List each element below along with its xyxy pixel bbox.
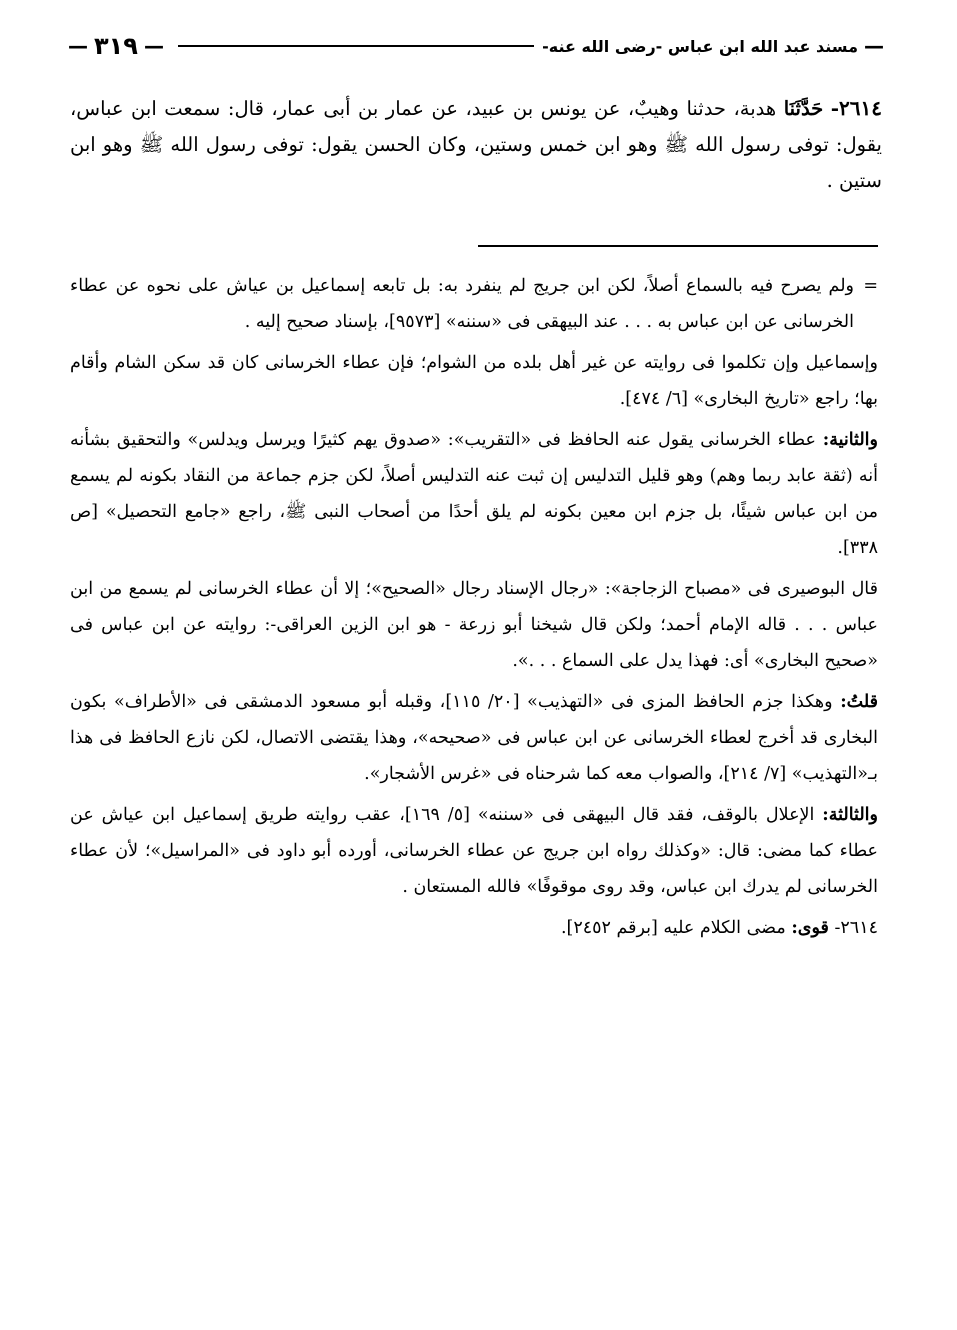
- footnote-text: ولم يصرح فيه بالسماع أصلاً، لكن ابن جريج لم ينفرد به: بل تابعه إسماعيل بن عياش على نحوه عن عطاء الخرسانى عن ابن عباس به . . . عند البيهقى فى «سننه» [٩٥٧٣]، بإسناد صحيح إليه .: [70, 276, 854, 332]
- footnote-separator: [478, 245, 878, 247]
- grading-note: [70, 910, 878, 946]
- header-dash-left: —: [68, 34, 88, 58]
- footnote-text: عطاء الخرسانى يقول عنه الحافظ فى «التقريب»: «صدوق يهم كثيرًا ويرسل ويدلس» والتحقيق بشأنه أنه (ثقة عابد ربما وهم) وهو قليل التدليس إن ثبت عنه التدليس أصلاً، لكن جزم جماعة من النقاد بكونه لم يسمع من ابن عباس شيئًا، بل جزم ابن معين بكونه لم يلق أحدًا من أصحاب النبى ﷺ، راجع «جامع التحصيل» [ص ٣٣٨].: [70, 430, 878, 558]
- header-dash-middle: —: [143, 34, 164, 58]
- footnote-lead: والثانية:: [822, 430, 878, 450]
- hadith-number: ٢٦١٤-: [830, 96, 883, 120]
- footnote-text: وإسماعيل وإن تكلموا فى روايته عن غير أهل بلده من الشوام؛ فإن عطاء الخرسانى كان قد سكن الشام وأقام بها؛ راجع «تاريخ البخارى» [٦/ ٤٧٤].: [70, 353, 878, 409]
- footnote-paragraph: [70, 422, 878, 566]
- footnotes: [70, 268, 878, 951]
- footnote-paragraph: [70, 684, 878, 792]
- running-title: مسند عبد الله ابن عباس -رضى الله عنه-: [542, 36, 858, 56]
- footnote-lead: قلتُ:: [840, 692, 878, 712]
- footnote-paragraph: [70, 268, 878, 340]
- footnote-paragraph: [70, 797, 878, 905]
- footnote-paragraph: [70, 571, 878, 679]
- hadith-opening: حَدَّثَنَا: [783, 97, 824, 120]
- footnote-paragraph: [70, 345, 878, 417]
- footnote-text: الإعلال بالوقف، فقد قال البيهقى فى «سننه» [٥/ ١٦٩]، عقب روايته طريق إسماعيل ابن عياش عن عطاء كما مضى: قال: «وكذلك رواه ابن جريج عن عطاء الخرسانى، أورده أبو داود فى «المراسيل»؛ لأن عطاء الخرسانى لم يدرك ابن عباس، وقد روى موقوفًا» فالله المستعان .: [70, 805, 878, 897]
- footnote-lead: والثالثة:: [822, 805, 878, 825]
- footnote-text: وهكذا جزم الحافظ المزى فى «التهذيب» [٢٠/ ١١٥]، وقبله أبو مسعود الدمشقى فى «الأطراف» بكون البخارى قد أخرج لعطاء الخرسانى عن ابن عباس فى «صحيحه»، وهذا يقتضى الاتصال، لكن نازع الحافظ فى هذا بـ«التهذيب» [٧/ ٢١٤]، والصواب معه كما شرحناه فى «غرس الأشجار».: [70, 692, 878, 784]
- grading-label: قوى:: [791, 918, 829, 938]
- hadith-body: هدبة، حدثنا وهيبٌ، عن يونس بن عبيد، عن عمار بن أبى عمار، قال: سمعت ابن عباس، يقول: توفى رسول الله ﷺ وهو ابن خمس وستين، وكان الحسن يقول: توفى رسول الله ﷺ وهو ابن ستين .: [70, 97, 882, 192]
- header-dash-right: —: [864, 34, 884, 58]
- continuation-marker: =: [863, 276, 878, 296]
- footnote-text: قال البوصيرى فى «مصباح الزجاجة»: «رجال الإسناد رجال «الصحيح»؛ إلا أن عطاء الخرسانى لم يسمع من ابن عباس . . . قاله الإمام أحمد؛ ولكن قال شيخنا أبو زرعة - هو ابن الزين العراقى-: روايته عن ابن عباس فى «صحيح البخارى» أى: فهذا يدل على السماع . . .».: [70, 579, 878, 671]
- page-header: [62, 28, 890, 64]
- grading-number: ٢٦١٤-: [834, 918, 878, 938]
- hadith-text: [70, 90, 882, 199]
- grading-text: مضى الكلام عليه [برقم ٢٤٥٢].: [560, 918, 786, 938]
- page-number: ٣١٩: [94, 32, 138, 60]
- header-rule: [178, 45, 534, 47]
